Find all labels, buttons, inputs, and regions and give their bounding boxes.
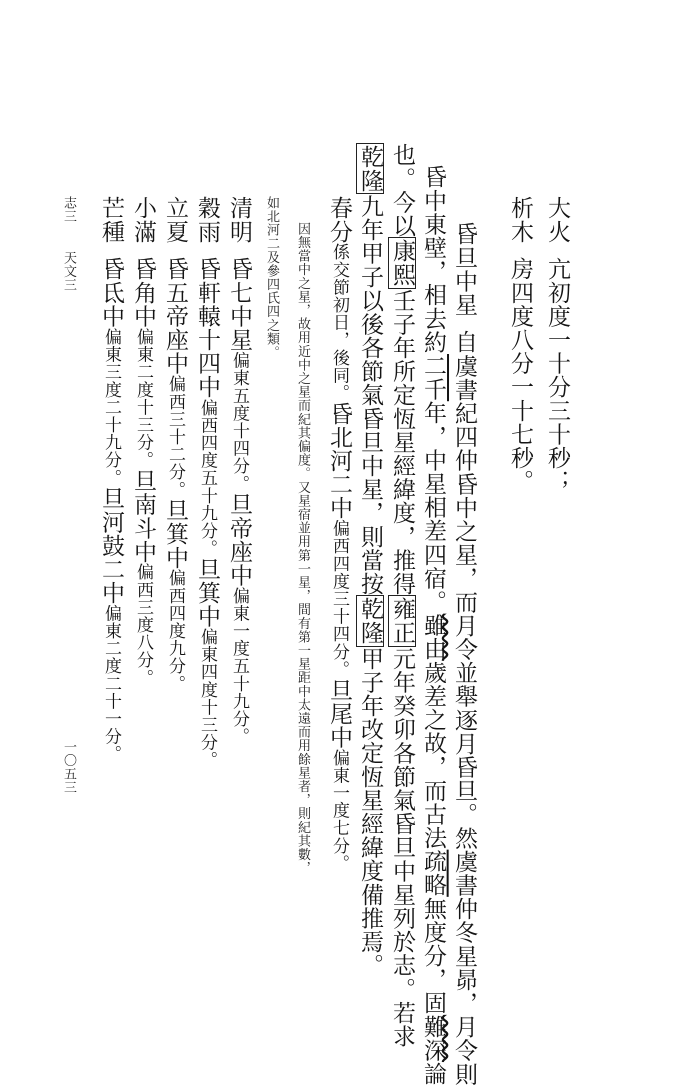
page-number: 一〇五三 <box>61 740 76 795</box>
text-column-14 <box>99 196 122 763</box>
column-text: 旦箕中 <box>194 557 220 629</box>
column-text: 元年癸卯各節氣昏旦中星列於志。若求 <box>389 646 415 1048</box>
inline-note: 偏東一度五十九分。 <box>229 586 249 746</box>
column-text: 旦南斗中 <box>130 468 156 564</box>
text-column-2 <box>508 196 531 493</box>
column-text: 紀四仲昏中之星，而 <box>451 401 477 614</box>
inline-note: 偏西三度八分。 <box>133 563 153 687</box>
term-label: 清明 <box>226 196 252 244</box>
inline-note: 偏東三度二十九分。 <box>101 328 121 487</box>
inline-note: 偏西四度九分。 <box>165 569 185 693</box>
text-column-13 <box>131 196 154 686</box>
column-text: 昏七中星 <box>226 257 252 352</box>
footer-page-number <box>62 740 75 794</box>
column-text: 旦帝座中 <box>226 492 252 587</box>
note-text: 因無當中之星，故用近中之星而紀其偏度。又星宿並用第一星，間有第一星距中太遠而用餘星者，則紀其數， <box>295 222 310 875</box>
text-column-11 <box>195 196 218 769</box>
column-text: 旦河鼓二中 <box>98 486 124 605</box>
column-text: 昏角中 <box>130 257 156 329</box>
inline-note: 偏東四度十三分。 <box>197 628 217 769</box>
column-text: 昏五帝座中 <box>162 257 188 376</box>
column-text: 自 <box>451 330 477 355</box>
text-column-5 <box>390 143 413 1048</box>
column-text: 壬子年所定恆星經緯度，推得 <box>389 288 415 596</box>
column-text: 甲子年改定恆星經緯度備推焉。 <box>357 646 383 978</box>
column-text: 亢初度一十分三十秒； <box>544 257 570 494</box>
book-title-mark: 虞書 <box>451 354 477 402</box>
reign-name-mark: 康熙 <box>389 239 415 287</box>
column-text: 旦箕中 <box>162 498 188 570</box>
text-column-4 <box>421 165 444 1085</box>
footer-section <box>62 251 75 292</box>
section-label: 天文三 <box>61 251 76 292</box>
column-text: 並舉逐月昏旦。然 <box>451 660 477 850</box>
column-text: 昏氐中 <box>98 257 124 329</box>
book-title-mark: 虞書 <box>451 849 477 897</box>
section-heading: 昏旦中星 <box>451 222 477 317</box>
term-label: 析木 <box>507 196 533 244</box>
inline-note: 偏西四度五十九分。 <box>197 398 217 558</box>
term-label: 春分 <box>326 196 352 244</box>
inline-note: 偏東二度十三分。 <box>133 328 153 469</box>
text-column-7 <box>327 196 350 872</box>
text-column-1 <box>545 196 568 493</box>
column-text: 旦尾中 <box>326 678 352 749</box>
column-text: 昏北河二中 <box>326 401 352 520</box>
column-text: 仲冬星昴， <box>451 896 477 1015</box>
text-column-10 <box>227 196 250 745</box>
note-text: 如北河二及參四氏四之類。 <box>264 196 279 360</box>
volume-label: 志三 <box>61 196 76 224</box>
text-column-12 <box>163 196 186 692</box>
term-label: 小滿 <box>130 196 156 244</box>
book-title-mark: 月令 <box>451 1014 477 1063</box>
inline-note: 偏西三十二分。 <box>165 375 185 499</box>
column-text: 房四度八分一十七秒。 <box>507 257 533 494</box>
inline-note: 偏東五度十四分。 <box>229 351 249 493</box>
column-text: 昏中東壁，相去約二千年，中星相差四宿。雖由歲差之故，而古法疏略無度分，固難深論 <box>420 165 446 1086</box>
reign-name-mark: 雍正 <box>389 597 415 645</box>
inline-note: 偏東一度七分。 <box>329 748 349 873</box>
note-column-1 <box>296 222 309 875</box>
column-text: 則 <box>451 1062 477 1086</box>
inline-note: 偏西四度三十四分。 <box>329 519 349 679</box>
inline-note: 係交節初日，後同。 <box>329 243 349 402</box>
reign-name-mark: 乾隆 <box>357 145 383 193</box>
text-column-3 <box>452 222 475 1086</box>
footer-volume <box>62 196 75 223</box>
book-title-mark: 月令 <box>451 613 477 661</box>
reign-name-mark: 乾隆 <box>357 597 383 645</box>
column-text: 昏軒轅十四中 <box>194 257 220 399</box>
note-column-2 <box>265 196 278 359</box>
inline-note: 偏東二度二十一分。 <box>101 604 121 763</box>
term-label: 立夏 <box>162 196 188 244</box>
column-text: 也。今以 <box>389 143 415 238</box>
column-text: 九年甲子以後各節氣昏旦中星，則當按 <box>357 194 383 596</box>
term-label: 大火 <box>544 196 570 244</box>
text-column-6 <box>358 143 381 977</box>
term-label: 穀雨 <box>194 196 220 244</box>
term-label: 芒種 <box>98 196 124 244</box>
